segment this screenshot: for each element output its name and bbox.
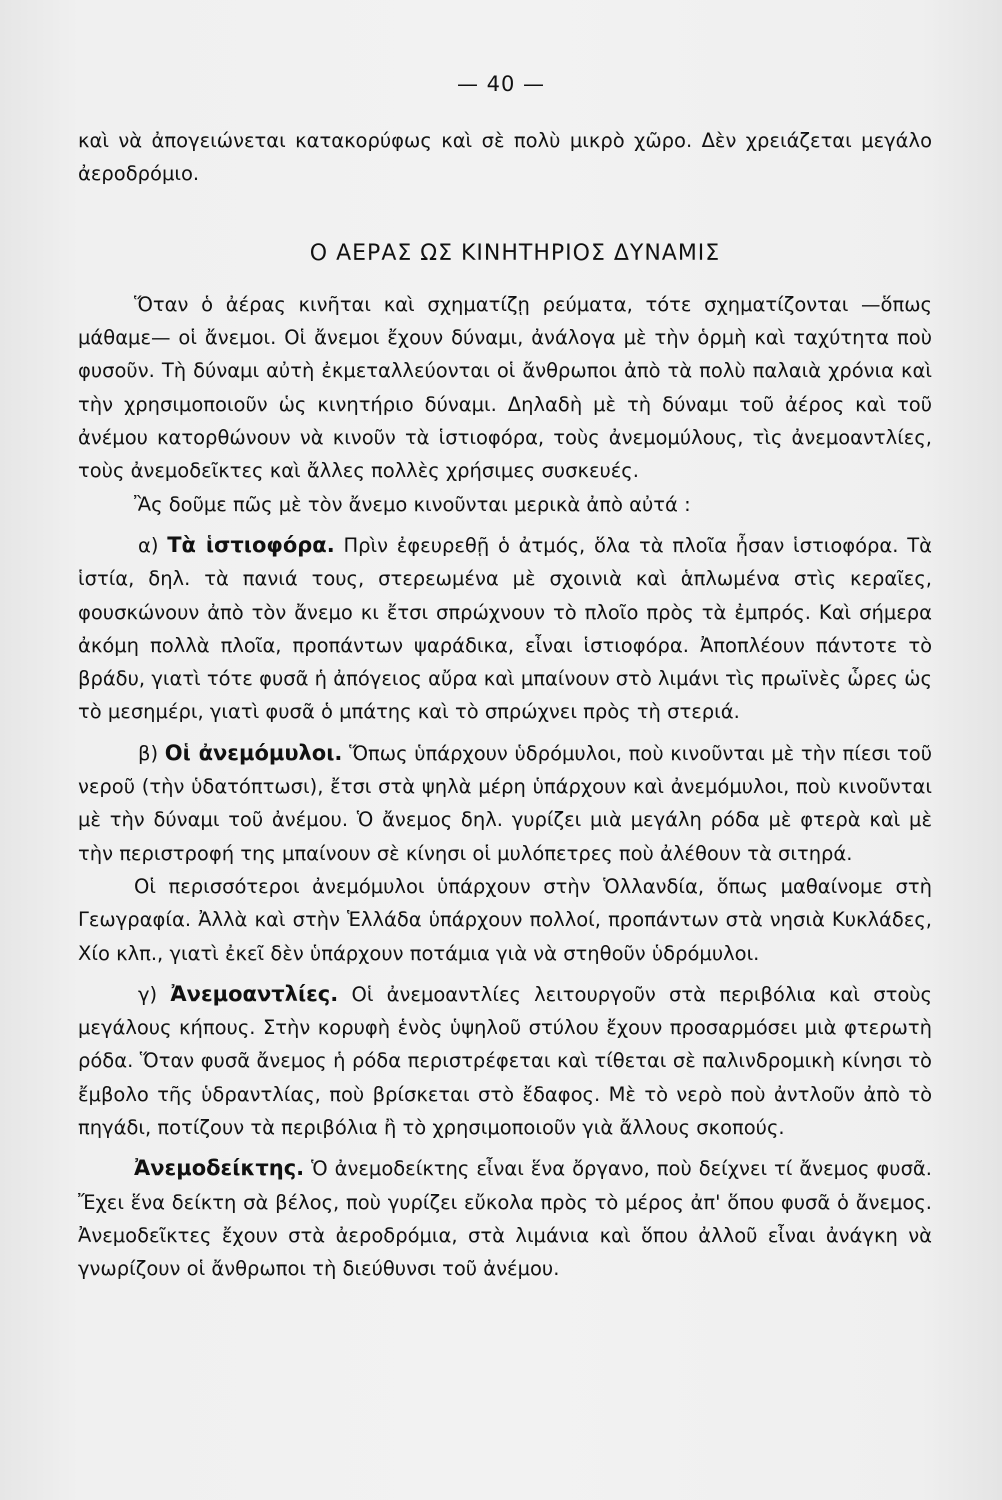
windpumps-title: Ἀνεμοαντλίες. (170, 981, 339, 1006)
windmills-paragraph (78, 737, 932, 870)
windmills-label: β) (138, 741, 159, 765)
intro-lead-in: Ἂς δοῦμε πῶς μὲ τὸν ἄνεμο κινοῦνται μερικὰ ἀπὸ αὐτά : (134, 492, 691, 516)
section-heading: Ο ΑΕΡΑΣ ΩΣ ΚΙΝΗΤΗΡΙΟΣ ΔΥΝΑΜΙΣ (309, 240, 721, 266)
windmills-extra-paragraph: Οἱ περισσότεροι ἀνεμόμυλοι ὑπάρχουν στὴν Ὁλλανδία, ὅπως μαθαίνομε στὴ Γεωγραφία. Ἀλλὰ καὶ στὴν Ἑλλάδα ὑπάρχουν πολλοί, προπάντων στὰ νησιὰ Κυκλάδες, Χίο κλπ., γιατὶ ἐκεῖ δὲν ὑπάρχουν ποτάμια γιὰ νὰ στηθοῦν ὑδρόμυλοι. (78, 874, 932, 965)
sailboats-text: Πρὶν ἐφευρεθῇ ὁ ἀτμός, ὅλα τὰ πλοῖα ἦσαν ἱστιοφόρα. Τὰ ἱστία, δηλ. τὰ πανιά τους, στερεωμένα μὲ σχοινιὰ καὶ ἁπλωμένα στὶς κεραῖες, φουσκώνουν ἀπὸ τὸν ἄνεμο κι ἔτσι σπρώχνουν τὸ πλοῖο πρὸς τὰ ἐμπρός. Καὶ σήμερα ἀκόμη πολλὰ πλοῖα, προπάντων ψαράδικα, εἶναι ἱστιοφόρα. Ἀποπλέουν πάντοτε τὸ βράδυ, γιατὶ τότε φυσᾶ ἡ ἀπόγειος αὔρα καὶ μπαίνουν στὸ λιμάνι τὶς πρωϊνὲς ὧρες ὡς τὸ μεσημέρι, γιατὶ φυσᾶ ὁ μπάτης καὶ τὸ σπρώχνει πρὸς τὴ στεριά. (78, 533, 933, 724)
intro-paragraph: Ὅταν ὁ ἀέρας κινῆται καὶ σχηματίζῃ ρεύματα, τότε σχηματίζονται —ὅπως μάθαμε— οἱ ἄνεμοι. Οἱ ἄνεμοι ἔχουν δύναμι, ἀνάλογα μὲ τὴν ὁρμὴ καὶ ταχύτητα ποὺ φυσοῦν. Τὴ δύναμι αὐτὴ ἐκμεταλλεύονται οἱ ἄνθρωποι ἀπὸ τὰ πολὺ παλαιὰ χρόνια καὶ τὴν χρησιμοποιοῦν ὡς κινητήριο δύναμι. Δηλαδὴ μὲ τὴ δύναμι τοῦ ἀέρος καὶ τοῦ ἀνέμου κατορθώνουν νὰ κινοῦν τὰ ἱστιοφόρα, τοὺς ἀνεμομύλους, τὶς ἀνεμοαντλίες, τοὺς ἀνεμοδεῖκτες καὶ ἄλλες πολλὲς χρήσιμες συσκευές. (78, 292, 932, 483)
windmills-text: Ὅπως ὑπάρχουν ὑδρόμυλοι, ποὺ κινοῦνται μὲ τὴν πίεσι τοῦ νεροῦ (τὴν ὑδατόπτωσι), ἔτσι στὰ ψηλὰ μέρη ὑπάρχουν καὶ ἀνεμόμυλοι, ποὺ κινοῦνται μὲ τὴν δύναμι τοῦ ἀνέμου. Ὁ ἄνεμος δηλ. γυρίζει μιὰ μεγάλη ρόδα μὲ φτερὰ καὶ μὲ τὴν περιστροφή της μπαίνουν σὲ κίνησι οἱ μυλόπετρες ποὺ ἀλέθουν τὰ σιτηρά. (78, 741, 932, 865)
windvane-text: Ὁ ἀνεμοδείκτης εἶναι ἕνα ὄργανο, ποὺ δείχνει τί ἄνεμος φυσᾶ. Ἔχει ἕνα δείκτη σὰ βέλος, ποὺ γυρίζει εὔκολα πρὸς τὸ μέρος ἀπ' ὅπου φυσᾶ ὁ ἄνεμος. Ἀνεμοδεῖκτες ἔχουν στὰ ἀεροδρόμια, στὰ λιμάνια καὶ ὅπου ἀλλοῦ εἶναι ἀνάγκη νὰ γνωρίζουν οἱ ἄνθρωποι τὴ διεύθυνσι τοῦ ἀνέμου. (78, 1157, 932, 1281)
sailboats-paragraph (78, 529, 932, 729)
windvane-paragraph (78, 1152, 932, 1285)
sailboats-title: Τὰ ἱστιοφόρα. (167, 532, 335, 557)
page-number: — 40 — (456, 72, 546, 96)
windpumps-paragraph (78, 978, 932, 1144)
sailboats-label: α) (138, 533, 159, 557)
page-body (78, 124, 932, 1286)
continuation-paragraph: καὶ νὰ ἀπογειώνεται κατακορύφως καὶ σὲ πολὺ μικρὸ χῶρο. Δὲν χρειάζεται μεγάλο ἀεροδρόμιο. (78, 129, 932, 186)
windvane-title: Ἀνεμοδείκτης. (134, 1156, 305, 1181)
windpumps-label: γ) (138, 982, 158, 1006)
windmills-title: Οἱ ἀνεμόμυλοι. (164, 740, 343, 765)
windpumps-text: Οἱ ἀνεμοαντλίες λειτουργοῦν στὰ περιβόλια καὶ στοὺς μεγάλους κήπους. Στὴν κορυφὴ ἑνὸς ὑψηλοῦ στύλου ἔχουν προσαρμόσει μιὰ φτερωτὴ ρόδα. Ὅταν φυσᾶ ἄνεμος ἡ ρόδα περιστρέφεται καὶ τίθεται σὲ παλινδρομικὴ κίνησι τὸ ἔμβολο τῆς ὑδραντλίας, ποὺ βρίσκεται στὸ ἔδαφος. Μὲ τὸ νερὸ ποὺ ἀντλοῦν ἀπὸ τὸ πηγάδι, ποτίζουν τὰ περιβόλια ἢ τὸ χρησιμοποιοῦν γιὰ ἄλλους σκοπούς. (78, 982, 932, 1140)
